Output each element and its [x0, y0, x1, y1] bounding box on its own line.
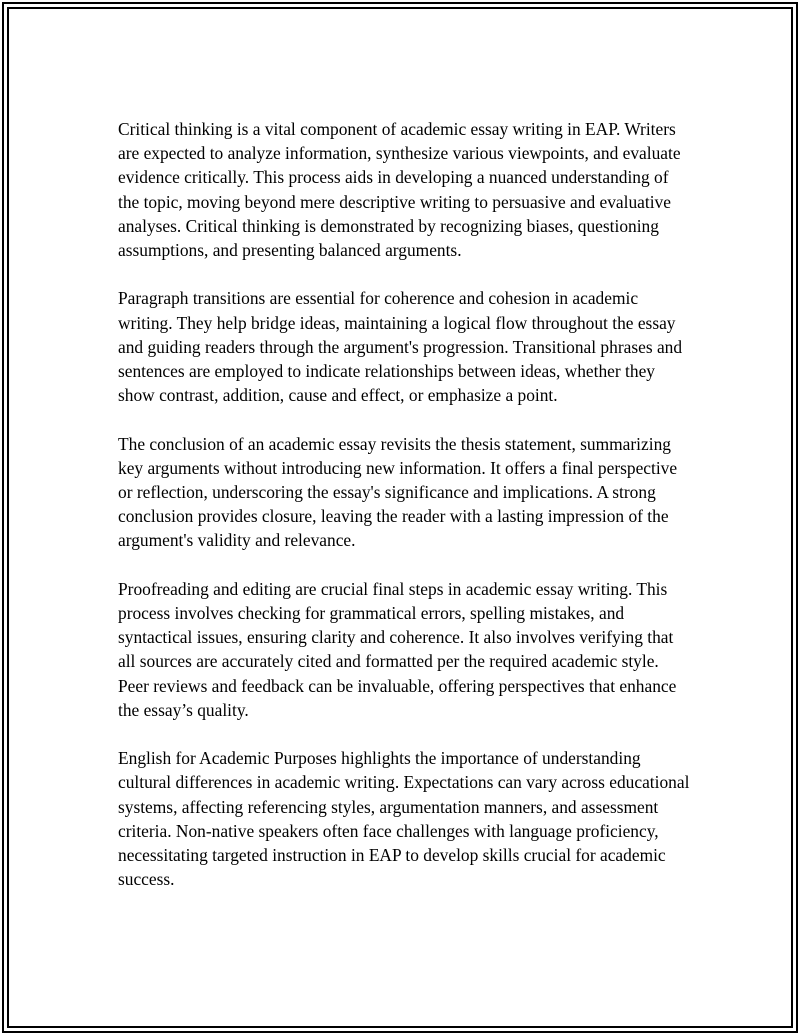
paragraph-cultural-differences: English for Academic Purposes highlights the importance of understanding cultural differences in academic writing. Expectations can vary across educational systems, affecting referencing styles, argumentation manners, and assessment criteria. Non-native speakers often face challenges with language proficiency, necessitating targeted instruction in EAP to develop skills crucial for academic success. [118, 748, 690, 890]
paragraph-transitions: Paragraph transitions are essential for coherence and cohesion in academic writing. They help bridge ideas, maintaining a logical flow throughout the essay and guiding readers through the argument's progression. Transitional phrases and sentences are employed to indicate relationships between ideas, whether they show contrast, addition, cause and effect, or emphasize a point. [118, 288, 683, 406]
document-body [118, 117, 693, 916]
paragraph-conclusion: The conclusion of an academic essay revisits the thesis statement, summarizing key arguments without introducing new information. It offers a final perspective or reflection, underscoring the essay's significance and implications. A strong conclusion provides closure, leaving the reader with a lasting impression of the argument's validity and relevance. [118, 433, 678, 551]
paragraph-critical-thinking: Critical thinking is a vital component of academic essay writing in EAP. Writers are expected to analyze information, synthesize various viewpoints, and evaluate evidence critically. This process aids in developing a nuanced understanding of the topic, moving beyond mere descriptive writing to persuasive and evaluative analyses. Critical thinking is demonstrated by recognizing biases, questioning assumptions, and presenting balanced arguments. [118, 119, 681, 261]
paragraph-proofreading: Proofreading and editing are crucial final steps in academic essay writing. This process involves checking for grammatical errors, spelling mistakes, and syntactical issues, ensuring clarity and coherence. It also involves verifying that all sources are accurately cited and formatted per the required academic style. Peer reviews and feedback can be invaluable, offering perspectives that enhance the essay’s quality. [118, 578, 677, 720]
